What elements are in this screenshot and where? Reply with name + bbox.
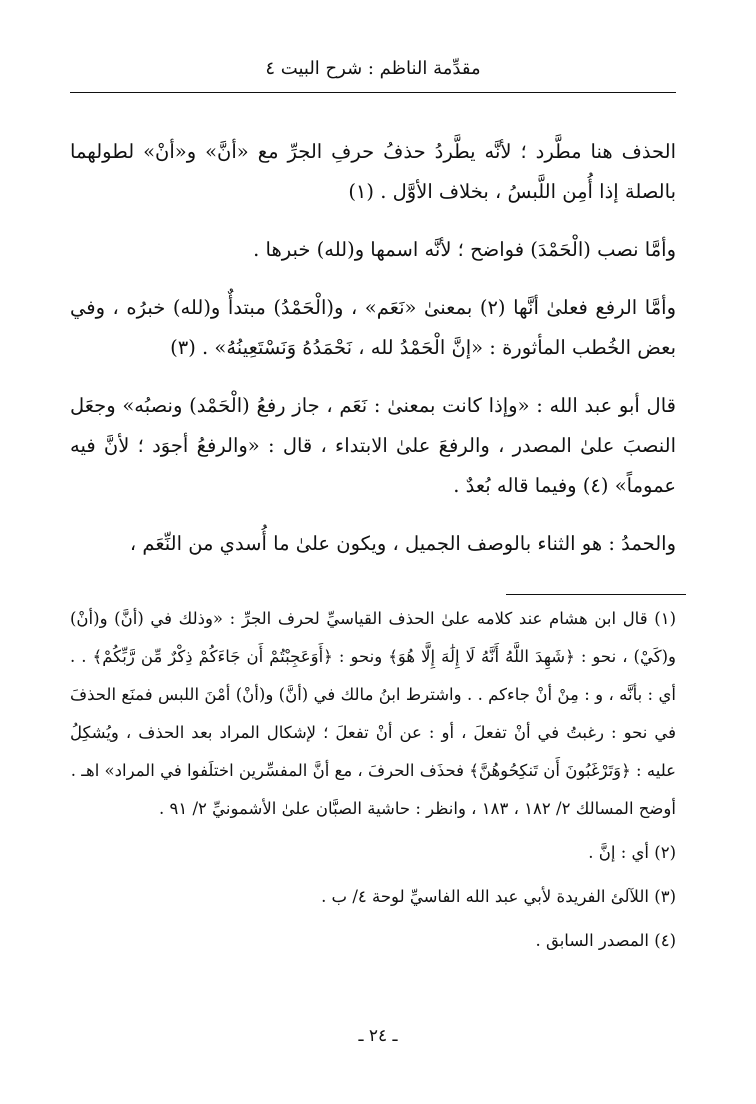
paragraph: الحذف هنا مطَّرد ؛ لأنَّه يطَّردُ حذفُ حرفِ الجرِّ مع «أنَّ» و«أنْ» لطولهما بالصلة إذا أُمِن اللَّبسُ ، بخلاف الأوَّل . (١) xyxy=(70,140,676,203)
footnotes xyxy=(70,600,676,960)
footnote-reference: أوضح المسالك ٢/ ١٨٢ ، ١٨٣ ، وانظر : حاشية الصبَّان علىٰ الأشمونيِّ ٢/ ٩١ . xyxy=(158,799,676,818)
footnote: (٢) أي : إنَّ . xyxy=(588,843,676,862)
paragraph: والحمدُ : هو الثناء بالوصف الجميل ، ويكون علىٰ ما أُسدي من النِّعَم ، xyxy=(129,532,676,555)
footnote: (١) قال ابن هشام عند كلامه علىٰ الحذف القياسيِّ لحرف الجرِّ : «وذلك في (أنَّ) و(أنْ) و(كَيْ) ، نحو : ﴿شَهِدَ اللَّهُ أَنَّهُ لَا إِلَٰهَ إِلَّا هُوَ﴾ ونحو : ﴿أَوَعَجِبْتُمْ أَن جَاءَكُمْ ذِكْرٌ مِّن رَّبِّكُمْ﴾ . . أي : بأنَّه ، و : مِنْ أنْ جاءكم . . واشترط ابنُ مالك في (أنَّ) و(أنْ) أمْنَ اللبس فمنَع الحذفَ في نحو : رغبتُ في أنْ تفعلَ ، أو : عن أنْ تفعلَ ؛ لإشكال المراد بعد الحذف ، ويُشكِلُ عليه : ﴿وَتَرْغَبُونَ أَن تَنكِحُوهُنَّ﴾ فحذَف الحرفَ ، مع أنَّ المفسِّرين اختلَفوا في المراد» اهـ . xyxy=(70,609,676,780)
page-number: ـ ٢٤ ـ xyxy=(358,1026,398,1046)
running-header: مقدِّمة الناظم : شرح البيت ٤ xyxy=(265,58,481,79)
footnote: (٣) اللآلئ الفريدة لأبي عبد الله الفاسيِّ لوحة ٤/ ب . xyxy=(321,887,676,906)
paragraph: وأمَّا الرفع فعلىٰ أنَّها (٢) بمعنىٰ «نَعَم» ، و(الْحَمْدُ) مبتدأٌ و(لله) خبرُه ، وفي بعض الخُطب المأثورة : «إنَّ الْحَمْدُ لله ، نَحْمَدُهُ وَنَسْتَعِينُهُ» . (٣) xyxy=(70,296,676,359)
paragraph: قال أبو عبد الله : «وإذا كانت بمعنىٰ : نَعَم ، جاز رفعُ (الْحَمْد) ونصبُه» وجعَل النصبَ علىٰ المصدر ، والرفعَ علىٰ الابتداء ، قال : «والرفعُ أجوَد ؛ لأنَّ فيه عموماً» (٤) وفيما قاله بُعدٌ . xyxy=(70,394,676,497)
footnote: (٤) المصدر السابق . xyxy=(535,931,676,950)
main-text xyxy=(70,132,676,582)
paragraph: وأمَّا نصب (الْحَمْدَ) فواضح ؛ لأنَّه اسمها و(لله) خبرها . xyxy=(253,238,676,261)
footnote-rule xyxy=(506,594,686,595)
header-rule xyxy=(70,92,676,93)
